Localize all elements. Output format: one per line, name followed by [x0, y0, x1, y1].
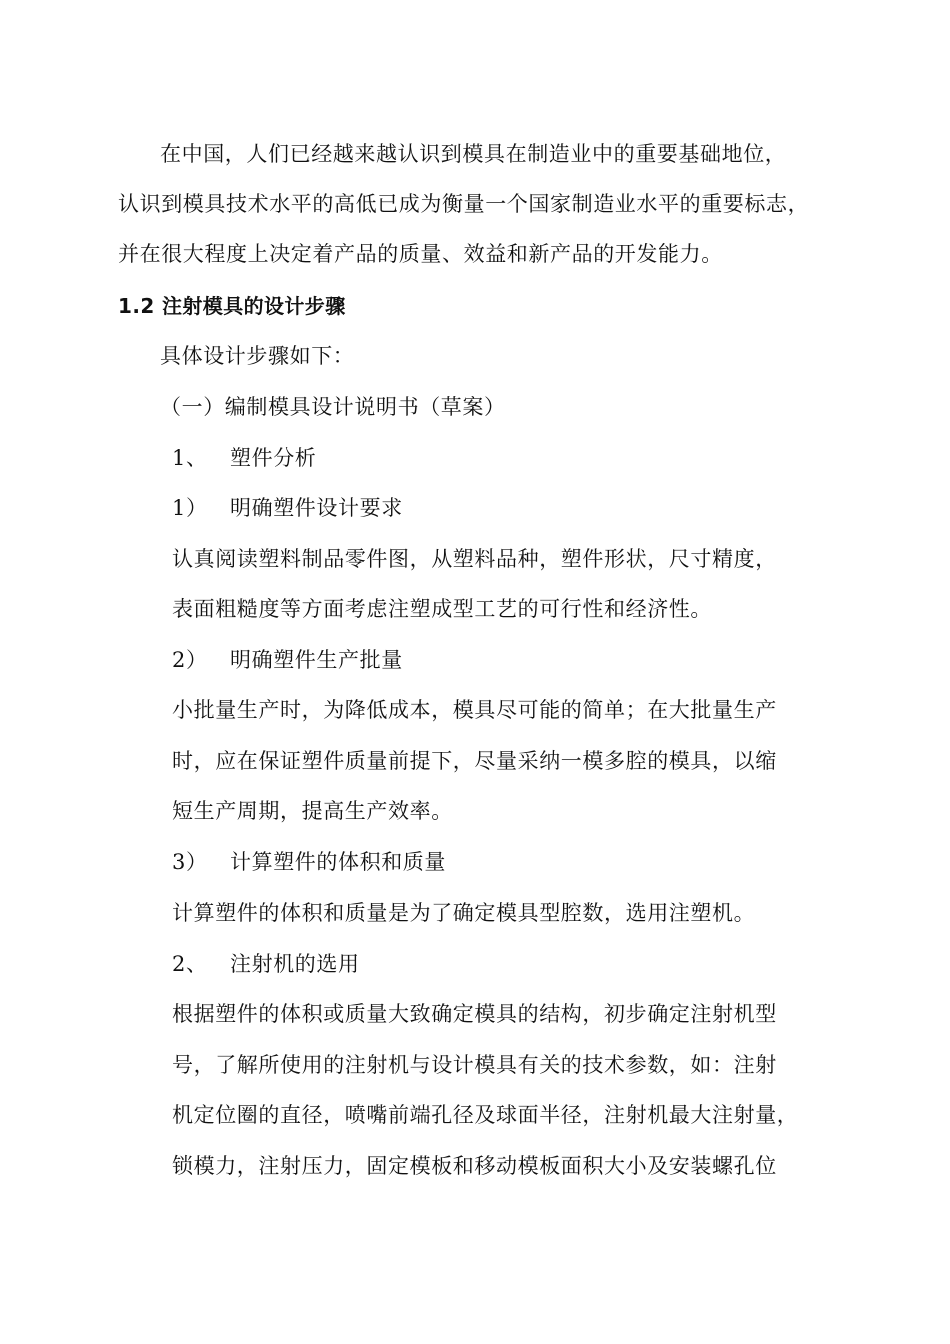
- intro-line-2: 认识到模具技术水平的高低已成为衡量一个国家制造业水平的重要标志，: [118, 192, 810, 216]
- intro-line-3: 并在很大程度上决定着产品的质量、效益和新产品的开发能力。: [118, 242, 723, 266]
- step-2-number: 2、: [172, 952, 208, 976]
- sub-3-body-line-1: 计算塑件的体积和质量是为了确定模具型腔数，选用注塑机。: [172, 901, 756, 925]
- sub-1-number: 1）: [172, 496, 208, 520]
- section-heading: 1.2 注射模具的设计步骤: [118, 294, 346, 318]
- step-2-body-line-4: 锁模力，注射压力，固定模板和移动模板面积大小及安装螺孔位: [172, 1154, 777, 1178]
- sub-2-title: 明确塑件生产批量: [230, 648, 403, 672]
- step-2-body-line-3: 机定位圈的直径，喷嘴前端孔径及球面半径，注射机最大注射量，: [172, 1103, 799, 1127]
- sub-2-heading: [172, 646, 403, 674]
- step-2-heading: [172, 950, 360, 978]
- section-lead: 具体设计步骤如下：: [160, 344, 355, 368]
- sub-2-body-line-2: 时，应在保证塑件质量前提下，尽量采纳一模多腔的模具，以缩: [172, 749, 777, 773]
- intro-line-1: 在中国，人们已经越来越认识到模具在制造业中的重要基础地位，: [160, 142, 787, 166]
- sub-3-heading: [172, 848, 446, 876]
- step-2-body-line-2: 号，了解所使用的注射机与设计模具有关的技术参数，如：注射: [172, 1053, 777, 1077]
- step-1-number: 1、: [172, 446, 208, 470]
- sub-1-body-line-1: 认真阅读塑料制品零件图，从塑料品种，塑件形状，尺寸精度，: [172, 547, 777, 571]
- step-1-heading: [172, 444, 316, 472]
- sub-3-number: 3）: [172, 850, 208, 874]
- step-1-title: 塑件分析: [230, 446, 317, 470]
- sub-2-body-line-1: 小批量生产时，为降低成本，模具尽可能的简单；在大批量生产: [172, 698, 777, 722]
- sub-3-title: 计算塑件的体积和质量: [230, 850, 446, 874]
- sub-2-number: 2）: [172, 648, 208, 672]
- sub-1-heading: [172, 494, 403, 522]
- part-one-title: （一）编制模具设计说明书（草案）: [160, 395, 506, 419]
- sub-1-title: 明确塑件设计要求: [230, 496, 403, 520]
- sub-2-body-line-3: 短生产周期，提高生产效率。: [172, 799, 453, 823]
- sub-1-body-line-2: 表面粗糙度等方面考虑注塑成型工艺的可行性和经济性。: [172, 597, 712, 621]
- step-2-body-line-1: 根据塑件的体积或质量大致确定模具的结构，初步确定注射机型: [172, 1002, 777, 1026]
- step-2-title: 注射机的选用: [230, 952, 360, 976]
